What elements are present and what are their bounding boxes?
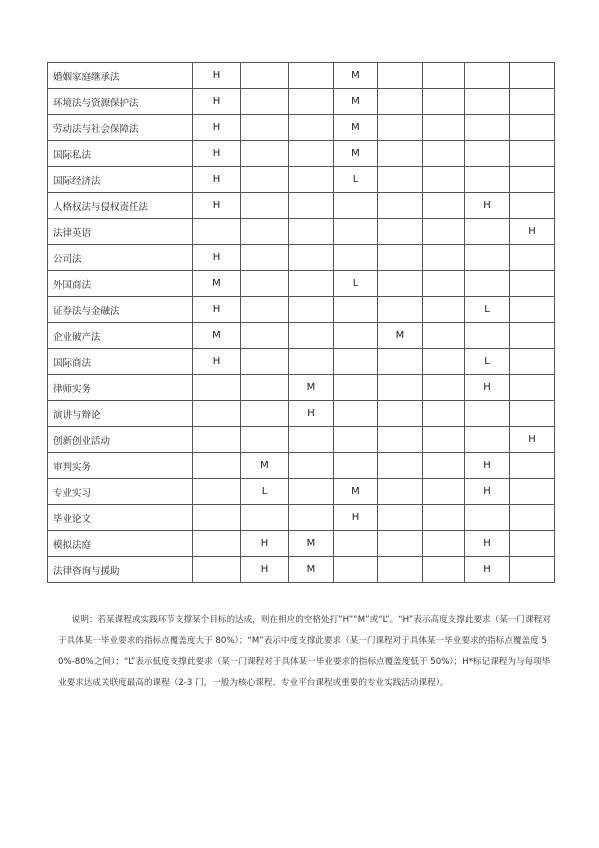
support-level-cell <box>241 89 289 115</box>
table-row <box>48 505 555 531</box>
support-level-cell <box>334 453 378 479</box>
table-row <box>48 271 555 297</box>
support-level-cell <box>465 323 510 349</box>
support-level-cell <box>334 401 378 427</box>
support-level-cell <box>423 323 465 349</box>
support-level-cell <box>193 557 241 583</box>
course-name-cell: 劳动法与社会保障法 <box>48 115 193 141</box>
support-level-cell: H <box>193 193 241 219</box>
support-level-cell <box>289 453 334 479</box>
support-level-cell <box>193 219 241 245</box>
support-level-cell <box>289 427 334 453</box>
support-level-cell <box>289 479 334 505</box>
matrix-body <box>48 63 555 583</box>
table-row <box>48 141 555 167</box>
support-level-cell <box>289 141 334 167</box>
course-name-cell: 人格权法与侵权责任法 <box>48 193 193 219</box>
course-name-cell: 公司法 <box>48 245 193 271</box>
support-level-cell: L <box>334 167 378 193</box>
support-level-cell: H <box>465 557 510 583</box>
support-level-cell <box>378 245 423 271</box>
support-level-cell <box>423 427 465 453</box>
support-level-cell <box>289 89 334 115</box>
support-level-cell <box>465 505 510 531</box>
support-level-cell <box>289 323 334 349</box>
support-level-cell <box>289 505 334 531</box>
table-row <box>48 167 555 193</box>
support-level-cell: H <box>241 531 289 557</box>
table-row <box>48 349 555 375</box>
support-level-cell: M <box>334 89 378 115</box>
support-level-cell <box>289 219 334 245</box>
support-level-cell <box>334 297 378 323</box>
support-level-cell <box>241 375 289 401</box>
support-level-cell <box>241 271 289 297</box>
table-row <box>48 323 555 349</box>
support-level-cell <box>378 141 423 167</box>
support-level-cell <box>465 63 510 89</box>
support-level-cell <box>510 401 555 427</box>
support-level-cell <box>193 531 241 557</box>
support-level-cell <box>289 193 334 219</box>
support-level-cell: H <box>289 401 334 427</box>
support-level-cell <box>510 89 555 115</box>
support-level-cell <box>378 115 423 141</box>
support-level-cell <box>423 531 465 557</box>
support-level-cell <box>378 89 423 115</box>
support-level-cell <box>193 505 241 531</box>
course-name-cell: 毕业论文 <box>48 505 193 531</box>
support-level-cell <box>510 63 555 89</box>
support-level-cell <box>510 453 555 479</box>
support-level-cell <box>510 167 555 193</box>
support-level-cell: M <box>334 479 378 505</box>
table-row <box>48 531 555 557</box>
support-level-cell <box>289 63 334 89</box>
support-level-cell: H <box>193 63 241 89</box>
support-level-cell <box>241 167 289 193</box>
table-row <box>48 89 555 115</box>
course-name-cell: 演讲与辩论 <box>48 401 193 427</box>
support-level-cell <box>423 453 465 479</box>
support-level-cell <box>510 479 555 505</box>
support-level-cell <box>510 115 555 141</box>
support-level-cell <box>423 245 465 271</box>
support-level-cell <box>378 193 423 219</box>
support-level-cell: M <box>334 63 378 89</box>
support-level-cell <box>510 297 555 323</box>
support-level-cell <box>378 219 423 245</box>
table-row <box>48 479 555 505</box>
support-level-cell: M <box>193 271 241 297</box>
support-level-cell <box>334 193 378 219</box>
support-level-cell <box>465 115 510 141</box>
support-level-cell <box>423 297 465 323</box>
support-level-cell <box>510 141 555 167</box>
support-level-cell <box>423 557 465 583</box>
support-level-cell: H <box>193 245 241 271</box>
course-name-cell: 企业破产法 <box>48 323 193 349</box>
course-name-cell: 专业实习 <box>48 479 193 505</box>
support-level-cell <box>465 271 510 297</box>
support-level-cell: L <box>241 479 289 505</box>
support-level-cell <box>241 505 289 531</box>
support-level-cell: H <box>465 375 510 401</box>
support-level-cell: M <box>289 531 334 557</box>
course-name-cell: 国际私法 <box>48 141 193 167</box>
support-level-cell <box>193 427 241 453</box>
support-level-cell <box>289 245 334 271</box>
support-level-cell <box>465 219 510 245</box>
support-level-cell <box>378 531 423 557</box>
explanation-note <box>58 610 558 694</box>
support-level-cell: H <box>193 349 241 375</box>
support-level-cell: M <box>334 115 378 141</box>
support-level-cell <box>289 167 334 193</box>
support-level-cell <box>510 193 555 219</box>
support-level-cell <box>465 427 510 453</box>
support-level-cell <box>423 479 465 505</box>
support-level-cell <box>241 245 289 271</box>
support-level-cell: H <box>193 141 241 167</box>
course-name-cell: 国际经济法 <box>48 167 193 193</box>
support-level-cell <box>193 479 241 505</box>
table-row <box>48 401 555 427</box>
support-level-cell: L <box>465 349 510 375</box>
support-level-cell: H <box>193 115 241 141</box>
support-level-cell <box>241 115 289 141</box>
support-level-cell: M <box>378 323 423 349</box>
support-level-cell <box>423 401 465 427</box>
table-row <box>48 245 555 271</box>
table-row <box>48 193 555 219</box>
support-level-cell <box>241 349 289 375</box>
support-level-cell <box>423 505 465 531</box>
support-level-cell <box>378 479 423 505</box>
support-level-cell <box>510 271 555 297</box>
support-level-cell: H <box>510 219 555 245</box>
support-level-cell <box>241 427 289 453</box>
support-level-cell: M <box>289 375 334 401</box>
support-level-cell <box>378 505 423 531</box>
support-level-cell <box>241 323 289 349</box>
course-name-cell: 模拟法庭 <box>48 531 193 557</box>
course-support-matrix <box>47 62 555 583</box>
support-level-cell <box>510 557 555 583</box>
support-level-cell <box>378 557 423 583</box>
table-row <box>48 557 555 583</box>
support-level-cell <box>241 219 289 245</box>
support-level-cell <box>378 297 423 323</box>
table-row <box>48 219 555 245</box>
support-level-cell: H <box>510 427 555 453</box>
support-level-cell: H <box>465 193 510 219</box>
support-level-cell <box>465 401 510 427</box>
support-level-cell <box>378 349 423 375</box>
course-name-cell: 审判实务 <box>48 453 193 479</box>
support-level-cell <box>465 89 510 115</box>
support-level-cell: H <box>193 167 241 193</box>
support-level-cell: M <box>241 453 289 479</box>
support-level-cell <box>423 89 465 115</box>
course-name-cell: 律师实务 <box>48 375 193 401</box>
support-level-cell: M <box>193 323 241 349</box>
course-name-cell: 证券法与金融法 <box>48 297 193 323</box>
support-level-cell <box>241 141 289 167</box>
support-level-cell: H <box>193 89 241 115</box>
support-level-cell <box>289 271 334 297</box>
support-level-cell <box>423 349 465 375</box>
support-level-cell <box>378 401 423 427</box>
support-level-cell <box>378 63 423 89</box>
support-level-cell <box>334 557 378 583</box>
support-level-cell <box>334 323 378 349</box>
support-level-cell <box>193 453 241 479</box>
table-row <box>48 375 555 401</box>
course-name-cell: 环境法与资源保护法 <box>48 89 193 115</box>
table-row <box>48 115 555 141</box>
support-level-cell <box>378 453 423 479</box>
course-name-cell: 创新创业活动 <box>48 427 193 453</box>
support-level-cell <box>334 375 378 401</box>
support-level-cell <box>510 375 555 401</box>
explanation-text: 说明：若某课程或实践环节支撑某个目标的达成，则在相应的空格处打“H”“M”或“L”。“H”表示高度支撑此要求（某一门课程对于具体某一毕业要求的指标点覆盖度大于 80%）；“M”表示中度支撑此要求（某一门课程对于具体某一毕业要求的指标点覆盖度 50%-80%之间）；“L”表示低度支撑此要求（某一门课程对于具体某一毕业要求的指标点覆盖度低于 50%）；H*标记课程为与每项毕业要求达成关联度最高的课程（2-3 门，一般为核心课程、专业平台课程或重要的专业实践活动课程）。 <box>58 615 551 688</box>
course-name-cell: 婚姻家庭继承法 <box>48 63 193 89</box>
course-name-cell: 国际商法 <box>48 349 193 375</box>
support-level-cell <box>378 375 423 401</box>
support-level-cell <box>465 167 510 193</box>
support-level-cell <box>423 115 465 141</box>
table-row <box>48 427 555 453</box>
support-level-cell: H <box>241 557 289 583</box>
support-level-cell: H <box>193 297 241 323</box>
support-level-cell <box>510 245 555 271</box>
support-level-cell <box>241 401 289 427</box>
table-row <box>48 63 555 89</box>
support-level-cell <box>378 167 423 193</box>
support-level-cell <box>423 141 465 167</box>
support-level-cell: M <box>334 141 378 167</box>
support-level-cell <box>334 531 378 557</box>
support-level-cell <box>334 245 378 271</box>
support-level-cell: L <box>465 297 510 323</box>
support-level-cell <box>510 505 555 531</box>
course-name-cell: 外国商法 <box>48 271 193 297</box>
support-level-cell <box>241 63 289 89</box>
support-level-cell <box>289 297 334 323</box>
course-name-cell: 法律英语 <box>48 219 193 245</box>
support-level-cell <box>334 219 378 245</box>
support-level-cell <box>193 401 241 427</box>
support-level-cell <box>510 323 555 349</box>
support-level-cell: H <box>465 453 510 479</box>
support-level-cell <box>289 349 334 375</box>
table-row <box>48 453 555 479</box>
support-level-cell <box>378 427 423 453</box>
support-level-cell <box>423 63 465 89</box>
support-level-cell <box>465 141 510 167</box>
support-level-cell <box>423 271 465 297</box>
support-level-cell <box>423 167 465 193</box>
support-level-cell: L <box>334 271 378 297</box>
support-level-cell <box>241 193 289 219</box>
support-level-cell: H <box>334 505 378 531</box>
support-level-cell <box>423 219 465 245</box>
table-row <box>48 297 555 323</box>
course-name-cell: 法律咨询与援助 <box>48 557 193 583</box>
support-level-cell <box>510 531 555 557</box>
support-level-cell: H <box>465 531 510 557</box>
support-level-cell <box>193 375 241 401</box>
support-level-cell <box>334 427 378 453</box>
support-level-cell <box>465 245 510 271</box>
support-level-cell <box>334 349 378 375</box>
support-level-cell <box>510 349 555 375</box>
support-level-cell <box>423 375 465 401</box>
support-level-cell <box>289 115 334 141</box>
support-level-cell: H <box>465 479 510 505</box>
support-level-cell <box>378 271 423 297</box>
support-level-cell: M <box>289 557 334 583</box>
support-level-cell <box>423 193 465 219</box>
support-level-cell <box>241 297 289 323</box>
